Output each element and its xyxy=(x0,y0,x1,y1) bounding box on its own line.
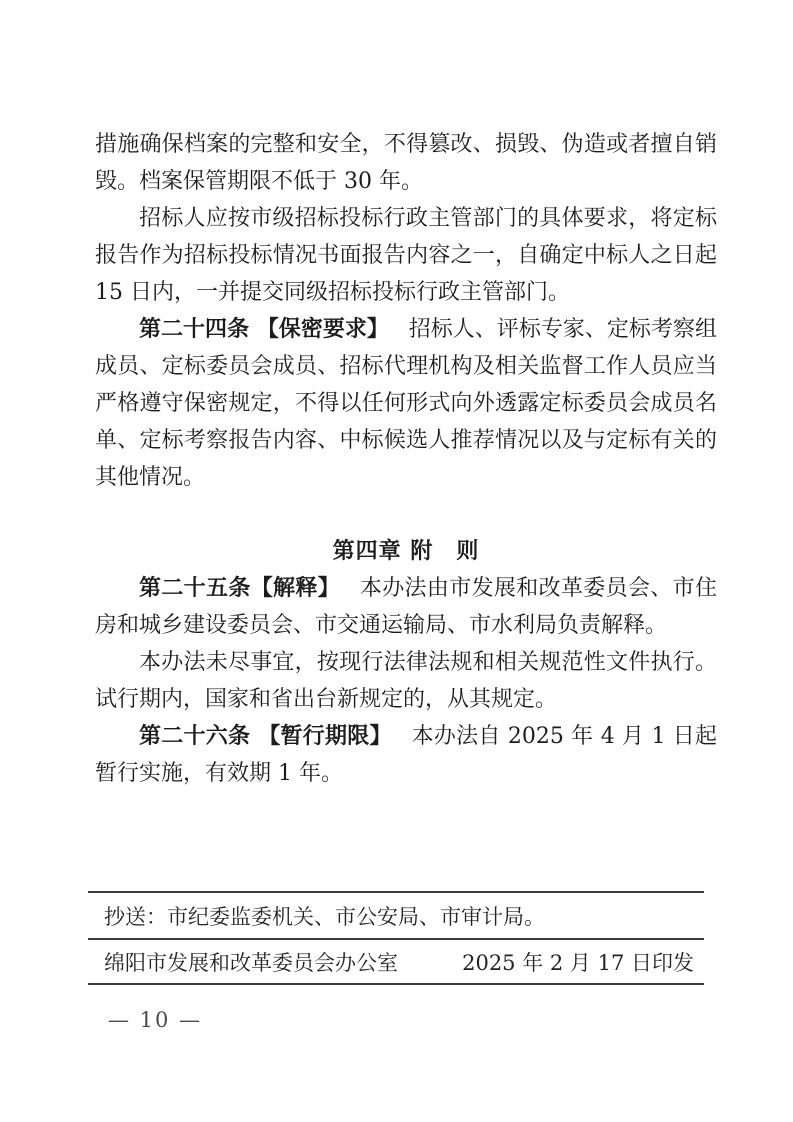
article-25-text: 本办法由市发展和改革委员会、市住房和城乡建设委员会、市交通运输局、市水利局负责解释。 xyxy=(95,576,717,638)
paragraph-article-25 xyxy=(95,570,717,644)
article-24-lead: 第二十四条 【保密要求】 xyxy=(139,316,389,342)
paragraph-report-submission: 招标人应按市级招标投标行政主管部门的具体要求，将定标报告作为招标投标情况书面报告内容之一，自确定中标人之日起 15 日内，一并提交同级招标投标行政主管部门。 xyxy=(95,206,717,305)
paragraph-article-24 xyxy=(95,311,717,496)
footer-issuer-row xyxy=(88,940,704,983)
print-date: 2025 年 2 月 17 日印发 xyxy=(462,950,694,975)
paragraph-archive-continuation: 措施确保档案的完整和安全，不得篡改、损毁、伪造或者擅自销毁。档案保管期限不低于 30 年。 xyxy=(95,132,717,194)
page-number: — 10 — xyxy=(108,1008,203,1032)
article-26-lead: 第二十六条 【暂行期限】 xyxy=(139,723,392,749)
issuing-office: 绵阳市发展和改革委员会办公室 xyxy=(104,950,398,975)
footer-cc-row xyxy=(88,893,704,938)
chapter-4-heading: 第四章 附 则 xyxy=(332,538,480,564)
article-25-lead: 第二十五条【解释】 xyxy=(139,575,341,601)
footer-bottom-rule xyxy=(88,983,704,985)
paragraph-unresolved-matters: 本办法未尽事宜，按现行法律法规和相关规范性文件执行。试行期内，国家和省出台新规定的，从其规定。 xyxy=(95,650,717,712)
document-body xyxy=(95,126,717,792)
document-footer xyxy=(88,891,704,985)
cc-line: 抄送：市纪委监委机关、市公安局、市审计局。 xyxy=(104,904,545,929)
article-24-text: 招标人、评标专家、定标考察组成员、定标委员会成员、招标代理机构及相关监督工作人员应当严格遵守保密规定，不得以任何形式向外透露定标委员会成员名单、定标考察报告内容、中标候选人推荐情况以及与定标有关的其他情况。 xyxy=(95,317,717,490)
paragraph-article-26 xyxy=(95,718,717,792)
article-26-text: 本办法自 2025 年 4 月 1 日起暂行实施，有效期 1 年。 xyxy=(95,724,717,786)
